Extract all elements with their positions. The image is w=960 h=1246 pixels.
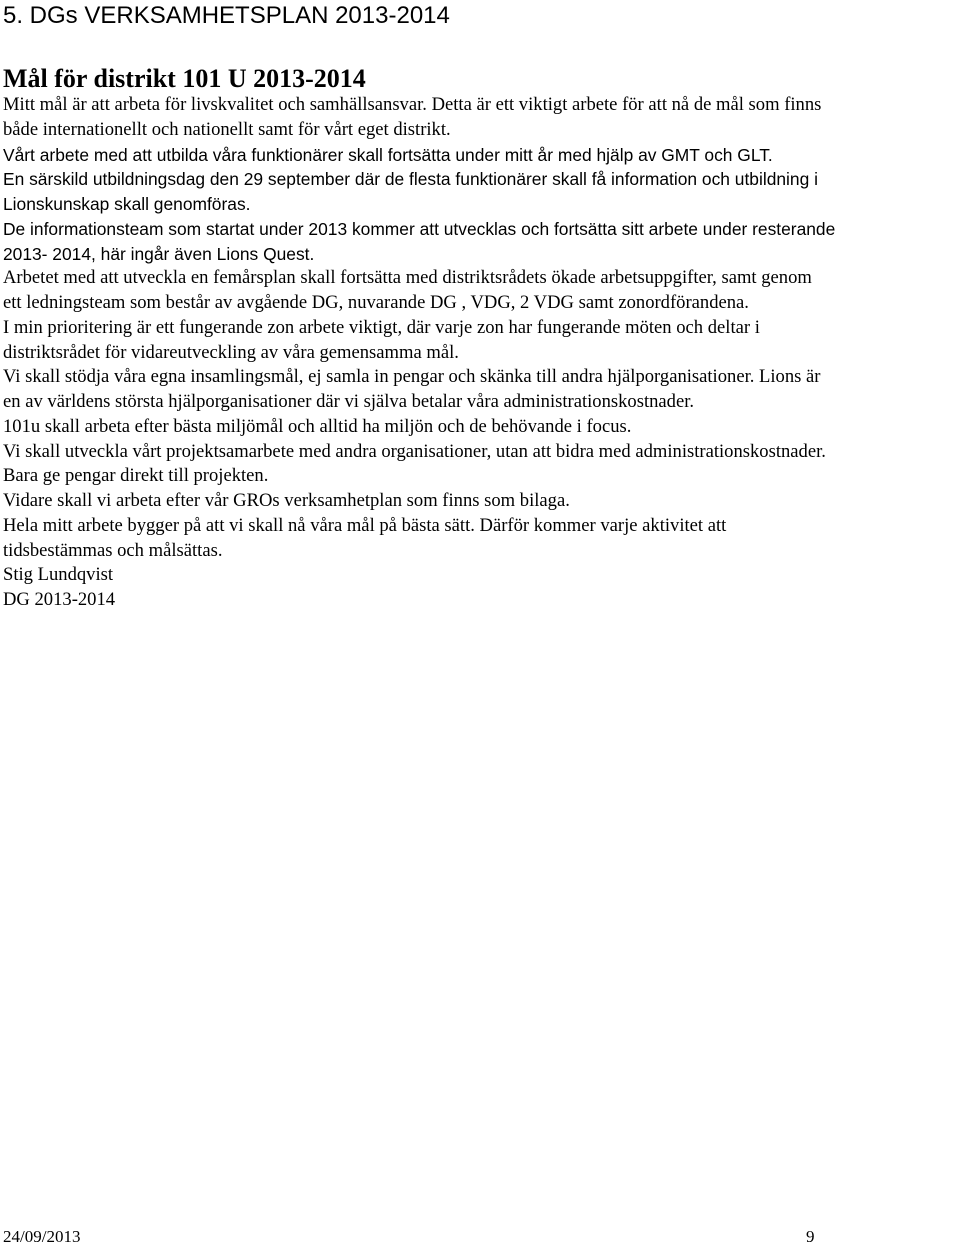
- signature-name: Stig Lundqvist: [3, 564, 114, 586]
- text-line: ett ledningsteam som består av avgående DG, nuvarande DG , VDG, 2 VDG samt zonordförandena.: [3, 292, 749, 313]
- text-line: En särskild utbildningsdag den 29 september där de flesta funktionärer skall få information och utbildning i: [3, 169, 818, 190]
- text-line: Bara ge pengar direkt till projekten.: [3, 465, 269, 487]
- document-title: Mål för distrikt 101 U 2013-2014: [3, 64, 366, 93]
- text-line: både internationellt och nationellt samt för vårt eget distrikt.: [3, 118, 451, 140]
- text-line: Arbetet med att utveckla en femårsplan skall fortsätta med distriktsrådets ökade arbetsuppgifter, samt genom: [3, 267, 812, 289]
- text-line: Vi skall stödja våra egna insamlingsmål, ej samla in pengar och skänka till andra hjälporganisationer. Lions är: [3, 366, 821, 388]
- text-line: en av världens största hjälporganisationer där vi själva betalar våra administrationskostnader.: [3, 391, 695, 412]
- text-line: Vi skall utveckla vårt projektsamarbete med andra organisationer, utan att bidra med administrationskostnader.: [3, 440, 826, 462]
- text-line: Lionskunskap skall genomföras.: [3, 194, 251, 214]
- text-line: Vidare skall vi arbeta efter vår GROs verksamhetplan som finns som bilaga.: [3, 490, 570, 511]
- text-line: 101u skall arbeta efter bästa miljömål och alltid ha miljön och de behövande i focus.: [3, 415, 632, 437]
- text-line: I min prioritering är ett fungerande zon arbete viktigt, där varje zon har fungerande möten och deltar i: [3, 316, 760, 338]
- text-line: tidsbestämmas och målsättas.: [3, 539, 223, 561]
- text-line: Mitt mål är att arbeta för livskvalitet och samhällsansvar. Detta är ett viktigt arbete för att nå de mål som finns: [3, 94, 822, 115]
- footer-date: 24/09/2013: [3, 1227, 81, 1246]
- text-line: Hela mitt arbete bygger på att vi skall nå våra mål på bästa sätt. Därför kommer varje aktivitet att: [3, 514, 727, 536]
- section-heading: 5. DGs VERKSAMHETSPLAN 2013-2014: [3, 2, 450, 29]
- text-line: 2013- 2014, här ingår även Lions Quest.: [3, 243, 315, 264]
- page-number: 9: [806, 1227, 815, 1246]
- signature-title: DG 2013-2014: [3, 589, 116, 610]
- text-line: Vårt arbete med att utbilda våra funktionärer skall fortsätta under mitt år med hjälp av GMT och GLT.: [3, 144, 773, 165]
- body-text: [3, 93, 953, 613]
- text-line: distriktsrådet för vidareutveckling av våra gemensamma mål.: [3, 341, 459, 363]
- text-line: De informationsteam som startat under 2013 kommer att utvecklas och fortsätta sitt arbete under resterande: [3, 218, 836, 239]
